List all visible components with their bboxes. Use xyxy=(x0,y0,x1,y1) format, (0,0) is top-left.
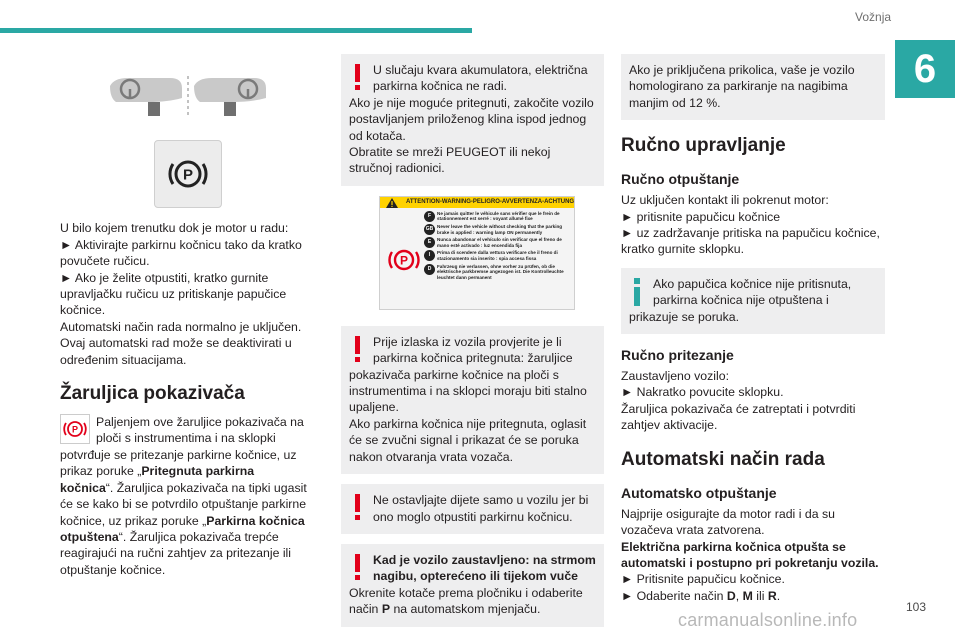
label-row: D Fahrzeug nie verlassen, ohne vorher zu prüfen, ob die elektrische parkbremse angezogen ist. Die Kontrolleuchte leuchtet dann permanent xyxy=(424,264,571,281)
warning-exclamation-icon xyxy=(349,552,367,584)
intro-line: ► Ako je želite otpustiti, kratko gurnite upravljačku ručicu uz pritiskanje papučice kočnice. xyxy=(60,270,287,318)
label-row: I Prima di scendere dalla vettura verificare che il freno di stazionamento sia inserito : spia accesa fissa xyxy=(424,250,571,261)
page-number: 103 xyxy=(906,600,927,614)
chapter-number: 6 xyxy=(895,40,955,98)
auto-step: ► Pritisnite papučicu kočnice. xyxy=(621,572,785,587)
heading-manual-release: Ručno otpuštanje xyxy=(621,171,740,188)
parking-brake-warning-lamp-icon xyxy=(60,414,90,444)
release-line: Uz uključen kontakt ili pokrenut motor: xyxy=(621,193,829,208)
watermark: carmanualsonline.info xyxy=(678,610,858,630)
heading-automatic-mode: Automatski način rada xyxy=(621,448,825,470)
header-accent-bar xyxy=(0,28,472,33)
auto-line: Najprije osigurajte da motor radi i da su vozačeva vrata zatvorena. xyxy=(621,506,835,538)
apply-line: Zaustavljeno vozilo: xyxy=(621,369,729,384)
label-row: E Nunca abandonar el vehículo sin verificar que el freno de mano esté activado : luz encendida fija xyxy=(424,237,571,248)
warning-box-slope: Kad je vozilo zaustavljeno: na strmom nagibu, opterećeno ili tijekom vuče Okrenite kotače prema pločniku i odaberite način P na automatskom mjenjaču. xyxy=(341,544,604,627)
info-box-trailer: Ako je priključena prikolica, vaše je vozilo homologirano za parkiranje na nagibima manjim od 12 %. xyxy=(621,54,885,120)
apply-line: Žaruljica pokazivača će zatreptati i potvrditi zahtjev aktivacije. xyxy=(621,401,856,433)
warning-exclamation-icon xyxy=(349,492,367,524)
warning-triangle-icon xyxy=(386,198,398,208)
info-icon xyxy=(629,276,647,308)
label-row: GB Never leave the vehicle without checking that the parking brake is applied : warning lamp ON permanently xyxy=(425,224,563,235)
info-box-brake-pedal: Ako papučica kočnice nije pritisnuta, parkirna kočnica nije otpuštena i prikazuje se poruka. xyxy=(621,268,885,334)
warning-exclamation-icon xyxy=(349,62,367,94)
lamp-description: P Paljenjem ove žaruljice pokazivača na ploči s instrumentima i na sklopki potvrđuje se pritezanje parkirne kočnice, uz prikaz poruke „Pritegnuta parkirna kočnica“. Žaruljica pokazivača na tipki ugasit će se kako bi se potvrdilo otpuštanje parkirne kočnice, uz prikaz poruke „Parkirna kočnica otpuštena“. Žaruljica pokazivača trepće reagirajući na ručni zahtjev za pritezanje ili otpuštanje kočnice. xyxy=(60,415,307,577)
parking-brake-icon xyxy=(166,152,210,196)
warning-box-child: Ne ostavljajte dijete samo u vozilu jer bi ono moglo otpustiti parkirnu kočnicu. xyxy=(341,484,604,534)
warning-exclamation-icon xyxy=(349,334,367,366)
svg-text:P: P xyxy=(182,166,194,184)
intro-line: ► Aktivirajte parkirnu kočnicu tako da kratko povučete ručicu. xyxy=(60,237,302,269)
apply-line: ► Nakratko povucite sklopku. xyxy=(621,385,784,400)
warning-box-before-leaving: Prije izlaska iz vozila provjerite je li parkirna kočnica pritegnuta: žaruljice pokazivača parkirne kočnice na ploči s instrumentima i na sklopci moraju biti stalno upaljene. Ako parkirna kočnica nije pritegnuta, oglasit će se zvučni signal i prikazat će se poruka nakon otvaranja vrata vozača. xyxy=(341,326,604,474)
parking-brake-switch-image xyxy=(154,140,222,208)
heading-automatic-release: Automatsko otpuštanje xyxy=(621,484,777,501)
svg-text:P: P xyxy=(71,424,79,435)
intro-line: Automatski način rada normalno je uključen. Ovaj automatski rad može se deaktivirati u određenim situacijama. xyxy=(60,319,302,367)
label-row: F Ne jamais quitter le véhicule sans vérifier que le frein de stationnement est serré : voyant allumé fixe xyxy=(424,211,571,222)
heading-manual-operation: Ručno upravljanje xyxy=(621,135,786,157)
section-title: Vožnja xyxy=(855,10,892,24)
column-1 xyxy=(60,62,308,578)
release-line: ► pritisnite papučicu kočnice xyxy=(621,209,781,224)
warning-label-image xyxy=(379,196,575,310)
intro-line: U bilo kojem trenutku dok je motor u radu: xyxy=(60,221,289,236)
label-rows xyxy=(424,211,571,283)
column-3 xyxy=(621,54,885,604)
svg-text:P: P xyxy=(399,253,409,268)
label-header: ATTENTION-WARNING-PELIGRO-AVVERTENZA-ACHTUNG xyxy=(380,197,574,208)
release-line: ► uz zadržavanje pritiska na papučicu kočnice, kratko gurnite sklopku. xyxy=(621,226,880,257)
warning-box-battery: U slučaju kvara akumulatora, električna parkirna kočnica ne radi. Ako je nije moguće pritegnuti, zakočite vozilo postavljanjem priloženog klina ispod jednog od kotača. Obratite se mreži PEUGEOT ili nekoj stručnoj radionici. xyxy=(341,54,604,186)
auto-step: ► Odaberite način D, M ili R. xyxy=(621,588,781,603)
auto-bold-line: Električna parkirna kočnica otpušta se automatski i postupno pri pokretanju vozila. xyxy=(621,539,879,570)
column-2 xyxy=(341,54,604,637)
label-brake-icon xyxy=(384,215,424,305)
heading-indicator-lamp: Žaruljica pokazivača xyxy=(60,383,245,405)
heading-manual-apply: Ručno pritezanje xyxy=(621,347,734,364)
steering-wheel-illustration xyxy=(108,72,268,120)
